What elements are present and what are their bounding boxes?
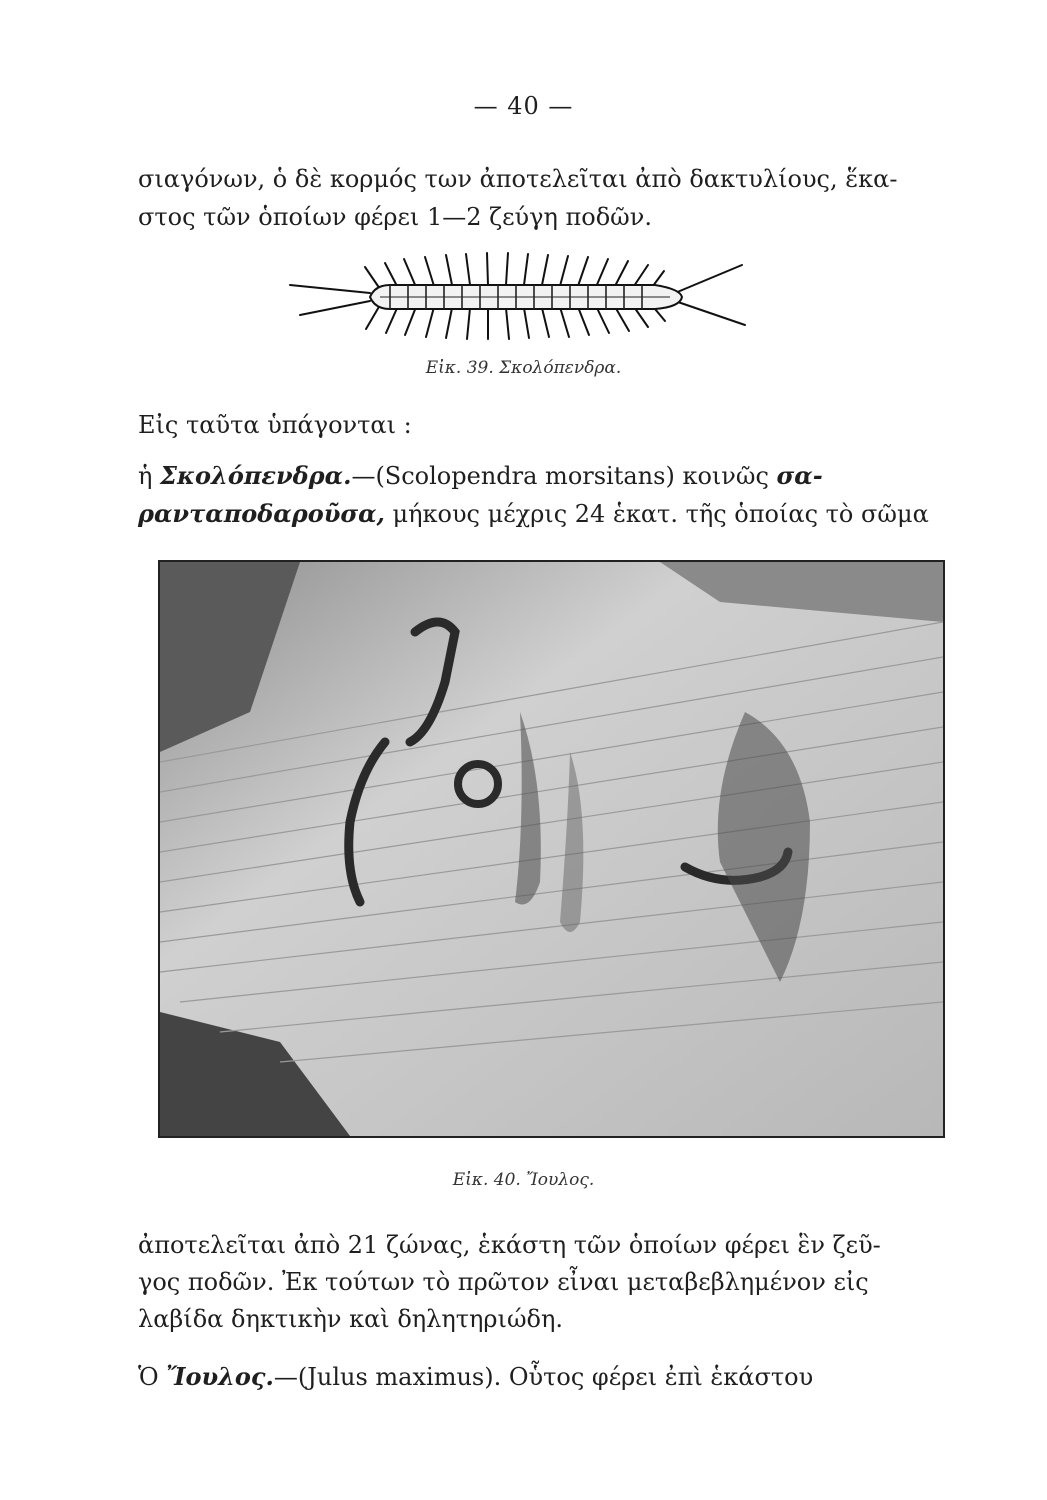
figure-40-caption: Εἰκ. 40. Ἴουλος.: [452, 1170, 595, 1190]
article: ἡ: [138, 462, 153, 490]
article: Ὁ: [138, 1363, 159, 1391]
text-line: ἀποτελεῖται ἀπὸ 21 ζώνας, ἑκάστη τῶν ὁποίων φέρει ἓν ζεῦ-: [138, 1231, 881, 1259]
latin-name: —(Scolopendra morsitans) κοινῶς: [351, 462, 769, 490]
millipede-photograph: [158, 560, 945, 1138]
term-common-name-cont: ρανταποδαροῦσα,: [138, 499, 385, 528]
term-common-name: σα-: [776, 461, 823, 490]
text-line: στος τῶν ὁποίων φέρει 1—2 ζεύγη ποδῶν.: [138, 203, 652, 231]
text-line: Εἰς ταῦτα ὑπάγονται :: [138, 411, 412, 439]
page-number: — 40 —: [473, 92, 574, 120]
figure-39-caption: Εἰκ. 39. Σκολόπενδρα.: [425, 358, 622, 378]
centipede-illustration: [280, 245, 750, 345]
paragraph-julus: [138, 1358, 950, 1396]
term-scolopendra: Σκολόπενδρα.: [160, 461, 352, 490]
intro-line: [138, 406, 950, 444]
text-rest: μήκους μέχρις 24 ἑκατ. τῆς ὁποίας τὸ σῶμα: [392, 500, 929, 528]
text-line: [138, 457, 950, 495]
paragraph-segments: [138, 1227, 950, 1338]
text-line: λαβίδα δηκτικὴν καὶ δηλητηριώδη.: [138, 1305, 563, 1333]
text-line: [138, 495, 950, 533]
text-rest: —(Julus maximus). Οὗτος φέρει ἐπὶ ἑκάστου: [273, 1363, 814, 1391]
term-julus: Ἴουλος.: [166, 1362, 274, 1391]
paragraph-intro-body: [138, 160, 950, 236]
text-line: γος ποδῶν. Ἐκ τούτων τὸ πρῶτον εἶναι μεταβεβλημένον εἰς: [138, 1268, 869, 1296]
text-line: [138, 1358, 950, 1396]
paragraph-scolopendra: [138, 457, 950, 533]
text-line: σιαγόνων, ὁ δὲ κορμός των ἀποτελεῖται ἀπὸ δακτυλίους, ἕκα-: [138, 165, 898, 193]
